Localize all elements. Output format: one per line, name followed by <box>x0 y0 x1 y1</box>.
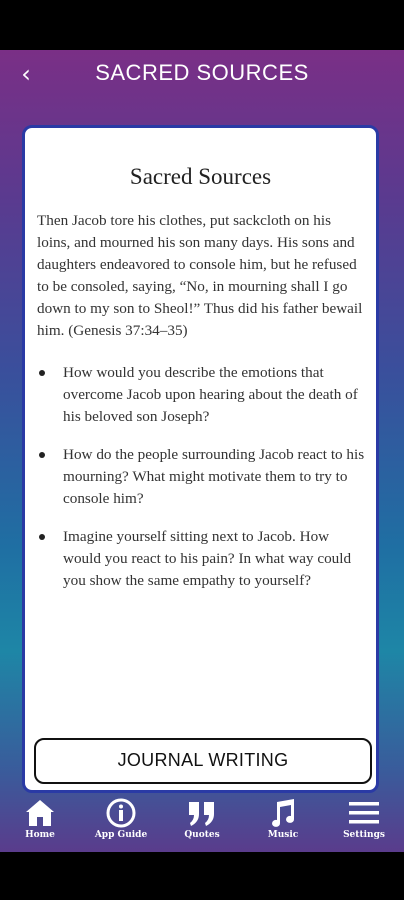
bullet-icon <box>39 370 45 376</box>
music-note-icon <box>267 798 299 828</box>
bullet-icon <box>39 534 45 540</box>
bottom-nav <box>0 794 404 852</box>
nav-item-quotes[interactable] <box>174 794 230 852</box>
question-list <box>25 362 366 592</box>
content-card <box>22 125 379 793</box>
nav-item-app-guide[interactable] <box>93 794 149 852</box>
quote-icon <box>186 798 218 828</box>
home-icon <box>24 798 56 828</box>
nav-label: App Guide <box>94 830 148 840</box>
question-text: How would you describe the emotions that overcome Jacob upon hearing about the death of his beloved son Joseph? <box>63 364 358 425</box>
page-title: SACRED SOURCES <box>95 60 309 85</box>
question-text: How do the people surrounding Jacob react to his mourning? What might motivate them to try to console him? <box>63 446 365 507</box>
top-bar <box>0 50 404 100</box>
info-icon <box>105 798 137 828</box>
nav-item-settings[interactable] <box>336 794 392 852</box>
nav-label: Quotes <box>184 830 220 840</box>
scripture-passage: Then Jacob tore his clothes, put sackcloth on his loins, and mourned his son many days. His sons and daughters endeavored to console him, but he refused to be consoled, saying, “No, in mourning shall I go down to my son to Sheol!” Thus did his father bewail him. (Genesis 37:34–35) <box>37 212 363 339</box>
list-item <box>63 362 366 428</box>
chevron-left-icon: ‹ <box>21 60 31 88</box>
nav-item-music[interactable] <box>255 794 311 852</box>
nav-label: Settings <box>343 830 385 840</box>
question-text: Imagine yourself sitting next to Jacob. How would you react to his pain? In what way could you show the same empathy to yourself? <box>63 528 352 589</box>
list-item <box>63 444 366 510</box>
nav-label: Music <box>267 830 299 840</box>
app-screen <box>0 50 404 852</box>
menu-icon <box>348 798 380 828</box>
card-title: Sacred Sources <box>129 164 272 189</box>
journal-writing-button[interactable]: JOURNAL WRITING <box>34 738 372 784</box>
nav-label: Home <box>25 830 55 840</box>
bullet-icon <box>39 452 45 458</box>
list-item <box>63 526 366 592</box>
nav-item-home[interactable] <box>12 794 68 852</box>
